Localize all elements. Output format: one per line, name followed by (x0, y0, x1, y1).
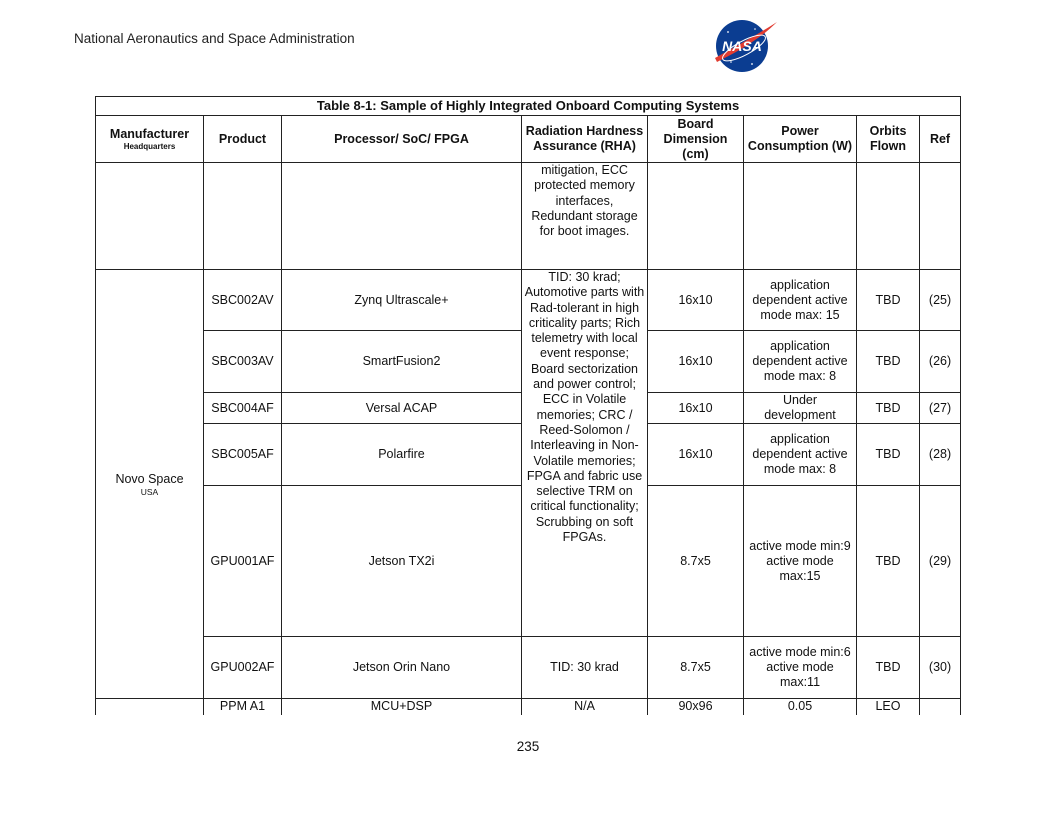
ref-cell: (30) (920, 637, 961, 699)
rha-cell: N/A (522, 699, 648, 715)
product-cell: SBC005AF (204, 424, 282, 486)
manufacturer-name: Novo Space (115, 471, 184, 486)
col-manufacturer: Manufacturer Headquarters (96, 116, 204, 163)
rha-cell: TID: 30 krad (522, 637, 648, 699)
orbits-cell: TBD (857, 393, 920, 424)
table-row (96, 637, 961, 699)
orbits-cell: LEO (857, 699, 920, 715)
col-rha: Radiation Hardness Assurance (RHA) (522, 116, 648, 163)
ref-cell (920, 699, 961, 715)
page-number: 235 (516, 739, 540, 754)
power-cell: application dependent active mode max: 8 (744, 424, 857, 486)
rha-shared-cell: TID: 30 krad; Automotive parts with Rad-tolerant in high criticality parts; Rich telemetry with local event response; Board sectorization and power control; ECC in Volatile memories; CRC / Reed-Solomon / Interleaving in Non-Volatile memories; FPGA and fabric use selective TRM on critical functionality; Scrubbing on soft FPGAs. (522, 270, 648, 637)
col-orbits: Orbits Flown (857, 116, 920, 163)
table-title: Table 8-1: Sample of Highly Integrated Onboard Computing Systems (96, 97, 961, 116)
manufacturer-hq: USA (140, 486, 159, 497)
col-ref: Ref (920, 116, 961, 163)
ref-cell: (27) (920, 393, 961, 424)
orbits-cell: TBD (857, 331, 920, 393)
col-product: Product (204, 116, 282, 163)
computing-systems-table (95, 96, 960, 715)
board-cell: 8.7x5 (648, 486, 744, 637)
processor-cell: Versal ACAP (282, 393, 522, 424)
product-cell: SBC003AV (204, 331, 282, 393)
power-cell: application dependent active mode max: 15 (744, 270, 857, 331)
board-cell: 16x10 (648, 424, 744, 486)
orbits-cell: TBD (857, 270, 920, 331)
processor-cell: Polarfire (282, 424, 522, 486)
rha-continued: mitigation, ECC protected memory interfaces, Redundant storage for boot images. (522, 163, 648, 270)
ref-cell: (28) (920, 424, 961, 486)
power-cell: active mode min:9 active mode max:15 (744, 486, 857, 637)
orbits-cell: TBD (857, 486, 920, 637)
nasa-logo (711, 18, 779, 74)
board-cell: 8.7x5 (648, 637, 744, 699)
board-cell: 16x10 (648, 331, 744, 393)
orbits-cell: TBD (857, 424, 920, 486)
orbits-cell: TBD (857, 637, 920, 699)
processor-cell: Jetson TX2i (282, 486, 522, 637)
product-cell: GPU002AF (204, 637, 282, 699)
board-cell: 16x10 (648, 393, 744, 424)
ref-cell: (25) (920, 270, 961, 331)
product-cell: PPM A1 (204, 699, 282, 715)
board-cell: 16x10 (648, 270, 744, 331)
power-cell: 0.05 (744, 699, 857, 715)
table-row (96, 270, 961, 331)
nasa-logo-text: NASA (722, 38, 762, 54)
product-cell: SBC004AF (204, 393, 282, 424)
board-cell: 90x96 (648, 699, 744, 715)
power-cell: Under development (744, 393, 857, 424)
ref-cell: (29) (920, 486, 961, 637)
manufacturer-cell (96, 270, 204, 699)
ref-cell: (26) (920, 331, 961, 393)
processor-cell: Jetson Orin Nano (282, 637, 522, 699)
col-processor: Processor/ SoC/ FPGA (282, 116, 522, 163)
processor-cell: SmartFusion2 (282, 331, 522, 393)
col-board: Board Dimension (cm) (648, 116, 744, 163)
col-power: Power Consumption (W) (744, 116, 857, 163)
table-row (96, 699, 961, 715)
processor-cell: MCU+DSP (282, 699, 522, 715)
power-cell: active mode min:6 active mode max:11 (744, 637, 857, 699)
col-manufacturer-sub: Headquarters (123, 141, 176, 151)
table-row (96, 163, 961, 270)
power-cell: application dependent active mode max: 8 (744, 331, 857, 393)
product-cell: GPU001AF (204, 486, 282, 637)
product-cell: SBC002AV (204, 270, 282, 331)
agency-name: National Aeronautics and Space Administration (74, 31, 355, 46)
processor-cell: Zynq Ultrascale+ (282, 270, 522, 331)
